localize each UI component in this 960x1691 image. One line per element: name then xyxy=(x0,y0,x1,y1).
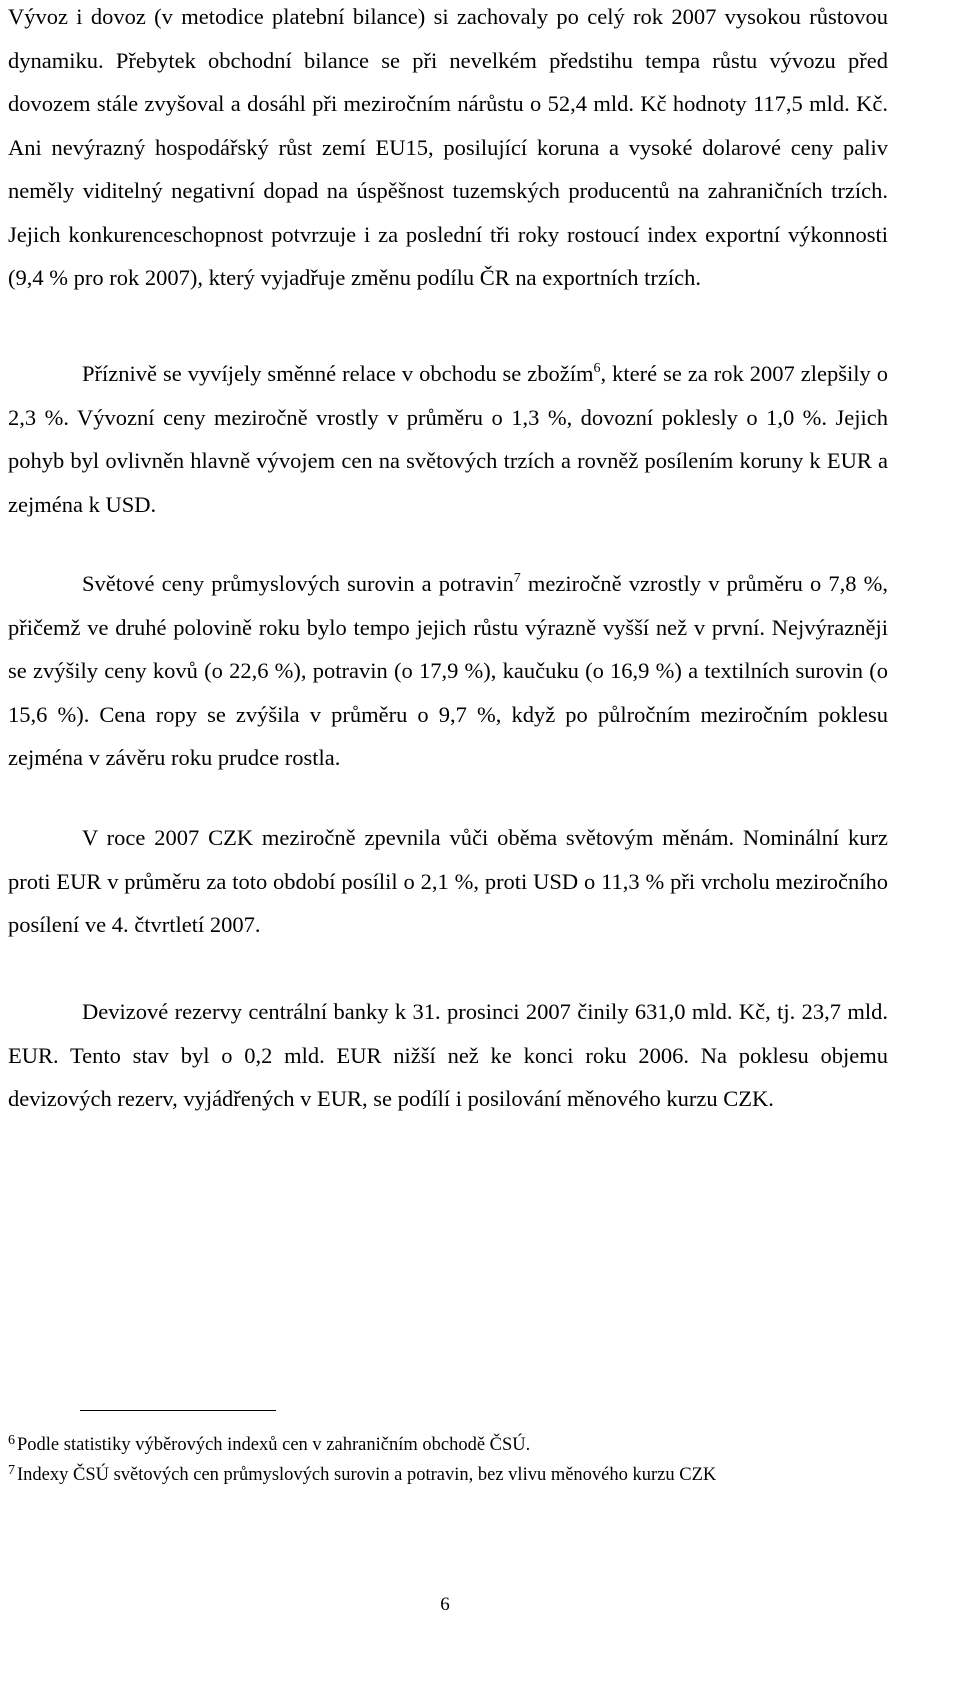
paragraph-text xyxy=(8,562,888,780)
paragraph-text: Vývoz i dovoz (v metodice platební bilance) si zachovaly po celý rok 2007 vysokou růstovou dynamiku. Přebytek obchodní bilance se při nevelkém předstihu tempa růstu vývozu před dovozem stále zvyšoval a dosáhl při meziročním nárůstu o 52,4 mld. Kč hodnoty 117,5 mld. Kč. Ani nevýrazný hospodářský růst zemí EU15, posilující koruna a vysoké dolarové ceny paliv neměly viditelný negativní dopad na úspěšnost tuzemských producentů na zahraničních trzích. Jejich konkurenceschopnost potvrzuje i za poslední tři roky rostoucí index exportní výkonnosti (9,4 % pro rok 2007), který vyjadřuje změnu podílu ČR na exportních trzích. xyxy=(8,4,888,290)
footnote-text: Podle statistiky výběrových indexů cen v zahraničním obchodě ČSÚ. xyxy=(17,1435,531,1455)
paragraph-text-after: , které se za rok 2007 zlepšily o 2,3 %. Vývozní ceny meziročně vrostly v průměru o 1,3 %, dovozní poklesly o 1,0 %. Jejich pohyb byl ovlivněn hlavně vývojem cen na světových trzích a rovněž posílením koruny k EUR a zejména k USD. xyxy=(8,361,888,517)
footnote-text: Indexy ČSÚ světových cen průmyslových surovin a potravin, bez vlivu měnového kurzu CZK xyxy=(17,1465,717,1485)
footnote-reference-6[interactable]: 6 xyxy=(593,361,601,376)
paragraph-text xyxy=(8,352,888,526)
page-number: 6 xyxy=(440,1594,450,1615)
footnote-6 xyxy=(8,1430,888,1460)
paragraph-trade-balance xyxy=(8,0,888,300)
footnote-separator xyxy=(80,1410,276,1411)
footnotes xyxy=(8,1430,888,1490)
footnote-7 xyxy=(8,1460,888,1490)
paragraph-terms-of-trade xyxy=(8,352,888,526)
paragraph-exchange-rate xyxy=(8,816,888,947)
paragraph-commodity-prices xyxy=(8,562,888,780)
paragraph-text: Devizové rezervy centrální banky k 31. prosinci 2007 činily 631,0 mld. Kč, tj. 23,7 mld. EUR. Tento stav byl o 0,2 mld. EUR nižší než ke konci roku 2006. Na poklesu objemu devizových rezerv, vyjádřených v EUR, se podílí i posilování měnového kurzu CZK. xyxy=(8,999,888,1111)
footnote-number: 6 xyxy=(8,1433,15,1448)
paragraph-text-before: Příznivě se vyvíjely směnné relace v obchodu se zbožím xyxy=(82,361,594,386)
footnote-number: 7 xyxy=(8,1463,15,1478)
paragraph-fx-reserves xyxy=(8,990,888,1121)
footnote-reference-7[interactable]: 7 xyxy=(513,571,521,586)
paragraph-text-before: Světové ceny průmyslových surovin a potravin xyxy=(82,571,514,596)
paragraph-text: V roce 2007 CZK meziročně zpevnila vůči oběma světovým měnám. Nominální kurz proti EUR v průměru za toto období posílil o 2,1 %, proti USD o 11,3 % při vrcholu meziročního posílení ve 4. čtvrtletí 2007. xyxy=(8,825,888,937)
paragraph-text-after: meziročně vzrostly v průměru o 7,8 %, přičemž ve druhé polovině roku bylo tempo jejich růstu výrazně vyšší než v první. Nejvýrazněji se zvýšily ceny kovů (o 22,6 %), potravin (o 17,9 %), kaučuku (o 16,9 %) a textilních surovin (o 15,6 %). Cena ropy se zvýšila v průměru o 9,7 %, když po půlročním meziročním poklesu zejména v závěru roku prudce rostla. xyxy=(8,571,888,770)
